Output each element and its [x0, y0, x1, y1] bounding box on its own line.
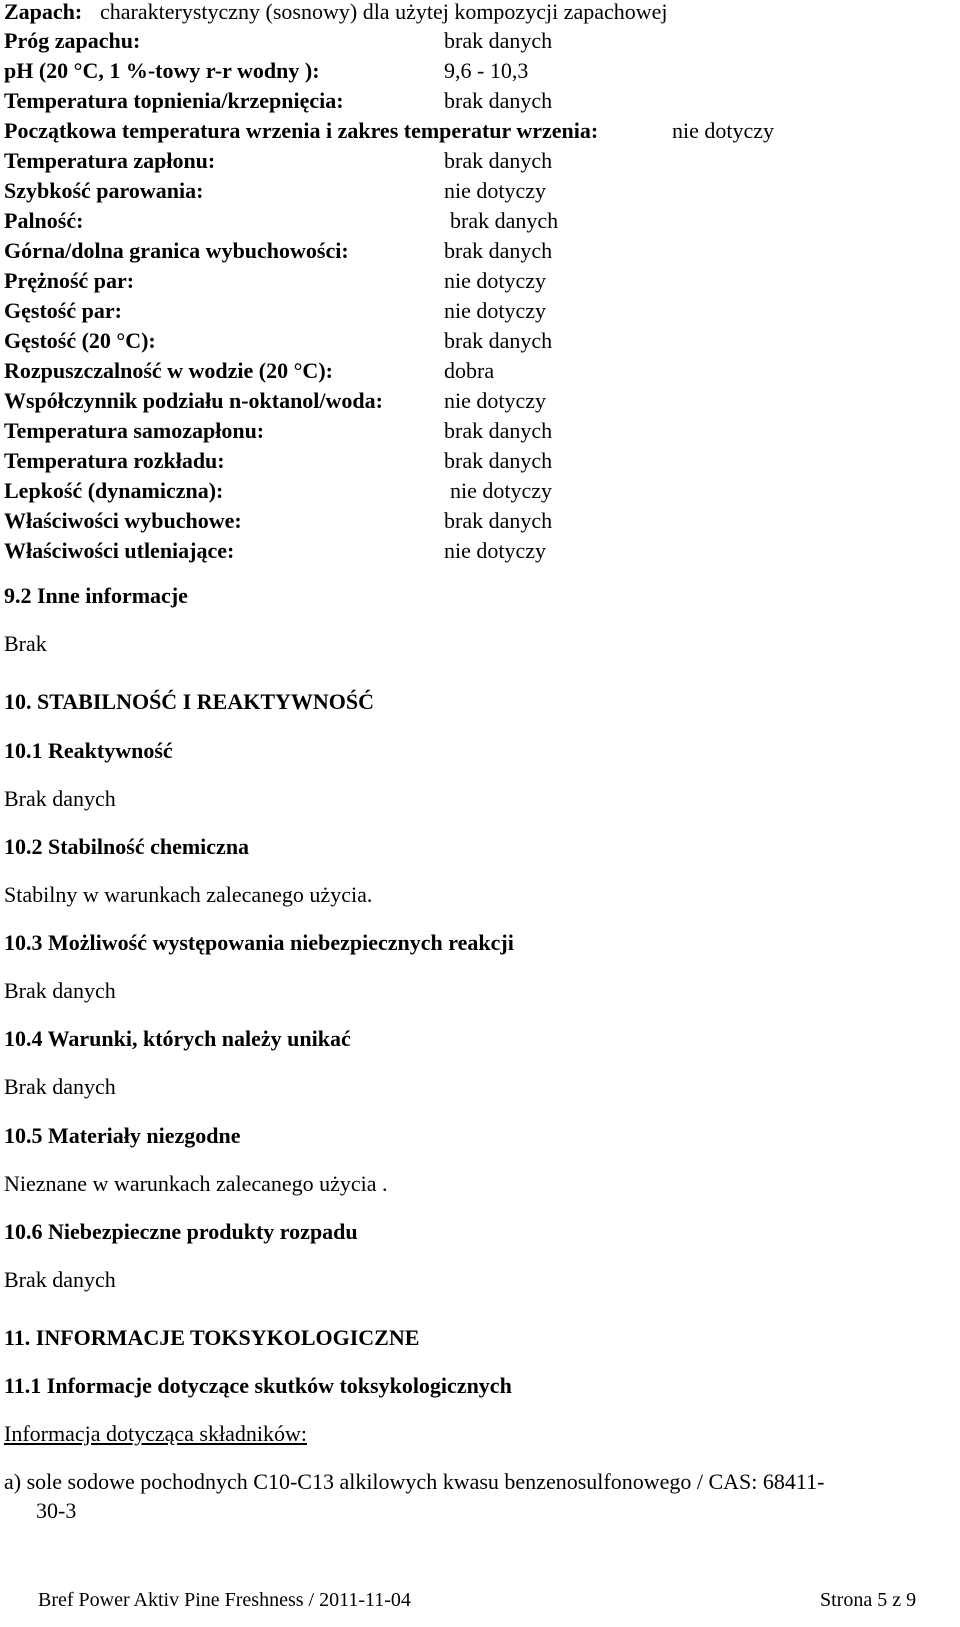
- property-row: [4, 386, 944, 416]
- property-label: Gęstość (20 °C):: [4, 328, 156, 353]
- property-label: Współczynnik podziału n-oktanol/woda:: [4, 388, 383, 413]
- property-label: pH (20 °C, 1 %-towy r-r wodny ):: [4, 58, 320, 83]
- property-label: Zapach:: [4, 0, 83, 24]
- property-label: Właściwości wybuchowe:: [4, 508, 242, 533]
- property-row: [4, 146, 944, 176]
- property-value: nie dotyczy: [444, 178, 547, 203]
- section-text: Stabilny w warunkach zalecanego użycia.: [4, 882, 373, 907]
- property-label: Szybkość parowania:: [4, 178, 204, 203]
- property-label: Palność:: [4, 208, 84, 233]
- property-value: charakterystyczny (sosnowy) dla użytej kompozycji zapachowej: [100, 0, 668, 24]
- footer-product: Bref Power Aktiv Pine Freshness / 2011-11-04: [38, 1589, 411, 1611]
- section-heading: 10.2 Stabilność chemiczna: [4, 834, 250, 859]
- section-heading: 11.1 Informacje dotyczące skutków toksykologicznych: [4, 1373, 512, 1398]
- section-text: Brak: [4, 631, 47, 656]
- property-label: Górna/dolna granica wybuchowości:: [4, 238, 349, 263]
- property-label: Rozpuszczalność w wodzie (20 °C):: [4, 358, 333, 383]
- footer-page-number: Strona 5 z 9: [820, 1589, 917, 1611]
- property-value: brak danych: [444, 418, 553, 443]
- property-row: [4, 116, 944, 146]
- property-row: [4, 326, 944, 356]
- property-value: 9,6 - 10,3: [444, 58, 529, 83]
- property-label: Próg zapachu:: [4, 28, 141, 53]
- property-value: brak danych: [444, 508, 553, 533]
- section-heading: 10.4 Warunki, których należy unikać: [4, 1026, 351, 1051]
- property-label: Temperatura zapłonu:: [4, 148, 216, 173]
- property-value: nie dotyczy: [672, 118, 775, 143]
- property-value: nie dotyczy: [444, 298, 547, 323]
- section-heading: 10.5 Materiały niezgodne: [4, 1123, 241, 1148]
- property-row: [4, 26, 944, 56]
- component-item-line: 30-3: [36, 1498, 77, 1523]
- property-row: [4, 446, 944, 476]
- section-text: Brak danych: [4, 1267, 116, 1292]
- property-row: [4, 236, 944, 266]
- property-value: brak danych: [444, 88, 553, 113]
- section-text: Brak danych: [4, 786, 116, 811]
- property-value: nie dotyczy: [444, 538, 547, 563]
- property-value: nie dotyczy: [450, 478, 553, 503]
- property-label: Gęstość par:: [4, 298, 122, 323]
- section-heading: 10.3 Możliwość występowania niebezpiecznych reakcji: [4, 930, 514, 955]
- property-value: brak danych: [444, 148, 553, 173]
- property-row: [4, 476, 944, 506]
- property-value: dobra: [444, 358, 495, 383]
- property-row: [4, 416, 944, 446]
- chapter-heading: 10. STABILNOŚĆ I REAKTYWNOŚĆ: [4, 689, 375, 714]
- property-value: brak danych: [450, 208, 559, 233]
- section-heading: 9.2 Inne informacje: [4, 583, 188, 608]
- section-text: Brak danych: [4, 1074, 116, 1099]
- property-value: brak danych: [444, 328, 553, 353]
- components-label: Informacja dotycząca składników:: [4, 1421, 307, 1446]
- section-heading: 10.6 Niebezpieczne produkty rozpadu: [4, 1219, 358, 1244]
- property-label: Początkowa temperatura wrzenia i zakres temperatur wrzenia:: [4, 118, 599, 143]
- property-label: Prężność par:: [4, 268, 135, 293]
- property-label: Temperatura samozapłonu:: [4, 418, 265, 443]
- property-label: Temperatura topnienia/krzepnięcia:: [4, 88, 344, 113]
- property-label: Temperatura rozkładu:: [4, 448, 225, 473]
- section-text: Brak danych: [4, 978, 116, 1003]
- property-value: nie dotyczy: [444, 388, 547, 413]
- property-row: [4, 176, 944, 206]
- property-row: [4, 86, 944, 116]
- property-row: [4, 56, 944, 86]
- property-row: [4, 356, 944, 386]
- property-row: [4, 266, 944, 296]
- property-row: [4, 206, 944, 236]
- chapter-heading: 11. INFORMACJE TOKSYKOLOGICZNE: [4, 1325, 420, 1350]
- component-item-line: a) sole sodowe pochodnych C10-C13 alkilowych kwasu benzenosulfonowego / CAS: 68411-: [4, 1469, 825, 1494]
- property-row: [4, 536, 944, 566]
- section-heading: 10.1 Reaktywność: [4, 738, 173, 763]
- property-value: brak danych: [444, 28, 553, 53]
- property-label: Właściwości utleniające:: [4, 538, 235, 563]
- property-row: [4, 296, 944, 326]
- property-value: nie dotyczy: [444, 268, 547, 293]
- property-value: brak danych: [444, 238, 553, 263]
- property-row: [4, 506, 944, 536]
- section-text: Nieznane w warunkach zalecanego użycia .: [4, 1171, 388, 1196]
- property-value: brak danych: [444, 448, 553, 473]
- property-row: [4, 0, 944, 27]
- property-label: Lepkość (dynamiczna):: [4, 478, 224, 503]
